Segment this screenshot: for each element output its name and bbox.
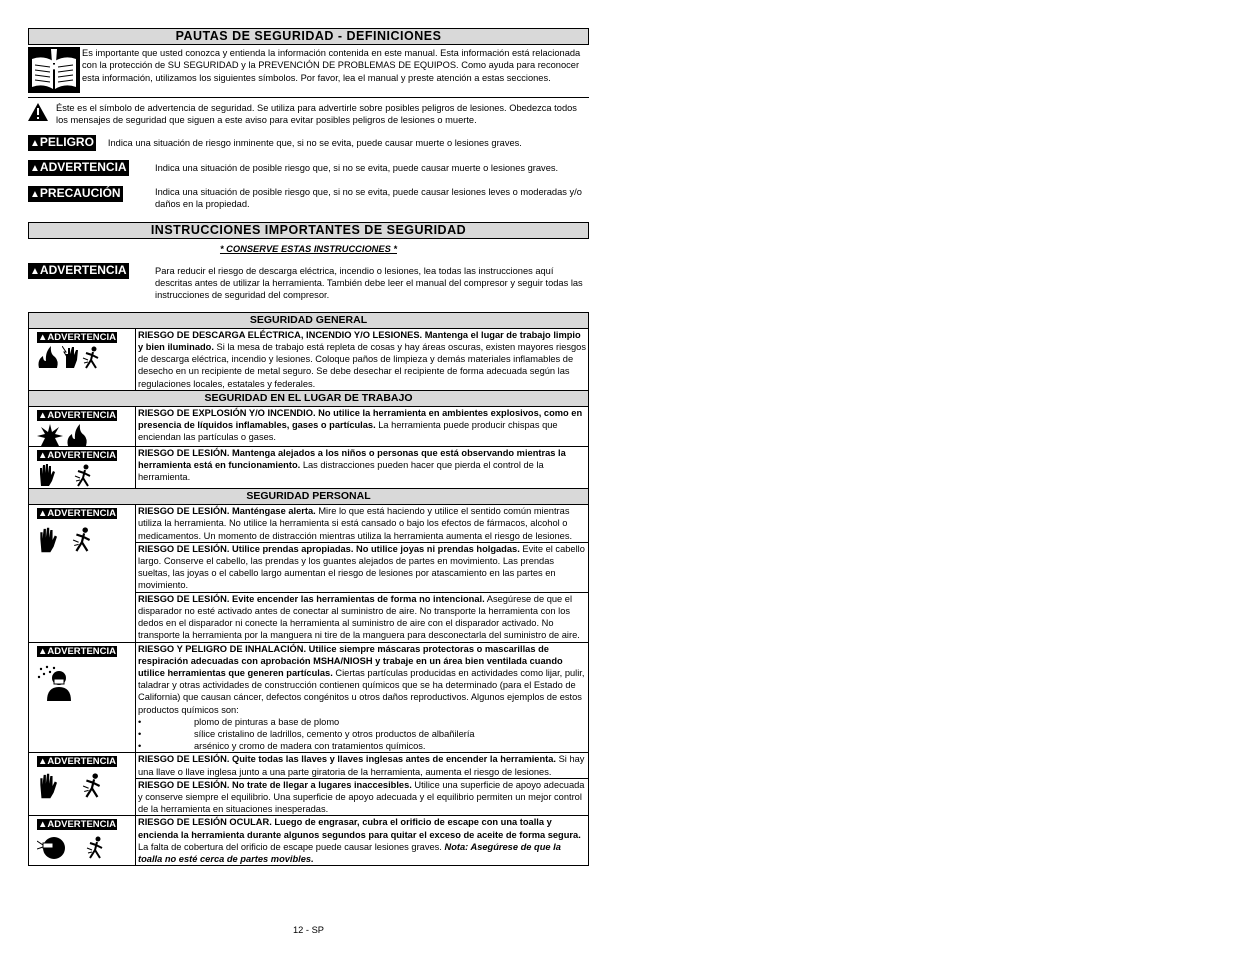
advertencia-tag: ▲ADVERTENCIA xyxy=(38,645,117,657)
precaucion-text: Indica una situación de posible riesgo que, si no se evita, puede causar lesiones leves o moderadas y/o daños en la propiedad. xyxy=(155,186,582,210)
explosion-icon xyxy=(37,424,63,446)
table-row xyxy=(29,328,589,390)
alert-risk-text: RIESGO DE LESIÓN. Manténgase alerta. Mire lo que está haciendo y utilice el sentido común mientras utiliza la herramienta. No utilice la herramienta si está cansado o bajo los efectos de fármacos, alcohol o medicamentos. Un momento de distracción mientras utiliza la herramienta aumenta el riesgo de lesiones. xyxy=(136,505,589,543)
injury-person-icon xyxy=(82,346,102,370)
conserve-note: * CONSERVE ESTAS INSTRUCCIONES * xyxy=(219,243,397,254)
wrench-risk-text: RIESGO DE LESIÓN. Quite todas las llaves y llaves inglesas antes de encender la herramienta. Si hay una llave o llave inglesa junto a una parte giratoria de la herramienta, aumenta el riesgo de lesiones. xyxy=(136,753,589,778)
list-item: • sílice cristalino de ladrillos, cemento y otros productos de albañilería xyxy=(138,728,475,739)
peligro-label: ▲PELIGRO xyxy=(30,134,94,149)
general-safety-text: RIESGO DE DESCARGA ELÉCTRICA, INCENDIO Y/O LESIONES. Mantenga el lugar de trabajo limpio y bien iluminado. Si la mesa de trabajo está repleta de cosas y hay áreas oscuras, existen mayores riesgos de descarga eléctrica, incendio y lesiones. Coloque paños de limpieza y demás materiales inflamables de desecho en un recipiente de metal seguro. Se debe desechar el recipiente de forma adecuada según las regulaciones locales, estatales y federales. xyxy=(136,328,589,390)
table-row xyxy=(29,447,589,489)
injury-person-icon xyxy=(82,772,104,800)
advertencia-tag: ▲ADVERTENCIA xyxy=(38,331,117,343)
manual-page xyxy=(28,28,589,866)
hand-stop-icon xyxy=(37,525,57,555)
warning-label: ▲ADVERTENCIA xyxy=(30,262,127,277)
advertencia-tag: ▲ADVERTENCIA xyxy=(38,450,117,462)
injury-person-icon xyxy=(72,525,94,555)
table-row xyxy=(29,753,589,778)
eye-risk-text: RIESGO DE LESIÓN OCULAR. Luego de engrasar, cubra el orificio de escape con una toalla y encienda la herramienta durante algunos segundos para quitar el exceso de aceite de forma segura. La falta de cobertura del orificio de escape puede causar lesiones graves. Nota: Asegúrese de que la toalla no esté cerca de partes movibles. xyxy=(136,816,589,866)
advertencia-tag: ▲ADVERTENCIA xyxy=(38,409,117,421)
definition-precaucion xyxy=(28,184,589,211)
list-item: • arsénico y cromo de madera con tratamientos químicos. xyxy=(138,741,426,752)
intro-text: Es importante que usted conozca y entienda la información contenida en este manual. Esta información está relacionada con la protección de SU SEGURIDAD y la PREVENCIÓN DE PROBLEMAS DE EQUIPOS. Como ayuda para reconocer esta información, utilizamos los siguientes símbolos. Por favor, lea el manual y preste atención a estas secciones. xyxy=(82,48,581,83)
book-manual-icon xyxy=(28,47,80,93)
safety-table xyxy=(28,312,589,866)
advertencia-tag: ▲ADVERTENCIA xyxy=(38,756,117,768)
injury-person-icon xyxy=(74,464,94,488)
advertencia-text: Indica una situación de posible riesgo que, si no se evita, puede causar muerte o lesiones graves. xyxy=(155,162,559,173)
table-header-personal: SEGURIDAD PERSONAL xyxy=(29,489,589,505)
inhalation-risk-text: RIESGO Y PELIGRO DE INHALACIÓN. Utilice siempre máscaras protectoras o mascarillas de respiración adecuadas con aprobación MSHA/NIOSH y trabaje en un área bien ventilada cuando utilice herramientas que generen partículas. Ciertas partículas producidas en actividades como lijar, pulir, taladrar y otras actividades de construcción contienen químicos que se ha determinado (para el Estado de California) que causan cáncer, defectos congénitos u otros daños reproductivos. Algunos ejemplos de estos productos químicos son: • plomo de pinturas a base de plomo • sílice cristalino de ladrillos, cemento y otros productos de albañilería • arsénico y cromo de madera con tratamientos químicos. xyxy=(136,642,589,753)
precaucion-label: ▲PRECAUCIÓN xyxy=(30,185,121,200)
general-warning xyxy=(28,261,589,302)
eye-injury-icon xyxy=(37,835,67,861)
overreach-risk-text: RIESGO DE LESIÓN. No trate de llegar a lugares inaccesibles. Utilice una superficie de apoyo adecuada y conserve siempre el equilibrio. Una superficie de apoyo adecuada y el equilibrio permiten un mejor control de la herramienta en situaciones inesperadas. xyxy=(136,778,589,816)
section-header-instructions: INSTRUCCIONES IMPORTANTES DE SEGURIDAD xyxy=(28,222,589,239)
fire-icon xyxy=(66,424,88,446)
explosion-risk-text: RIESGO DE EXPLOSIÓN Y/O INCENDIO. No utilice la herramienta en ambientes explosivos, como en presencia de líquidos inflamables, gases o partículas. La herramienta puede producir chispas que enciendan las partículas o gases. xyxy=(136,406,589,446)
electric-shock-icon xyxy=(62,346,80,368)
warning-text: Para reducir el riesgo de descarga eléctrica, incendio o lesiones, lea todas las instrucciones aquí descritas antes de utilizar la herramienta. También debe leer el manual del compresor y seguir todas las instrucciones de seguridad del compresor. xyxy=(155,265,583,301)
unintended-start-text: RIESGO DE LESIÓN. Evite encender las herramientas de forma no intencional. Asegúrese de que el disparador no esté activado antes de conectar al suministro de aire. No transporte la herramienta con los dedos en el disparador ni conecte la herramienta al suministro de aire con el disparador activado. No transporte la herramienta por la manguera ni tire de la manguera para desconectarla del suministro de aire. xyxy=(136,592,589,642)
advertencia-tag: ▲ADVERTENCIA xyxy=(38,508,117,520)
table-header-general: SEGURIDAD GENERAL xyxy=(29,312,589,328)
advertencia-label: ▲ADVERTENCIA xyxy=(30,159,127,174)
advertencia-tag: ▲ADVERTENCIA xyxy=(38,819,117,831)
bystander-risk-text: RIESGO DE LESIÓN. Mantenga alejados a los niños o personas que está observando mientras la herramienta está en funcionamiento. Las distracciones pueden hacer que pierda el control de la herramienta. xyxy=(136,447,589,489)
injury-person-icon xyxy=(86,835,106,861)
clothing-risk-text: RIESGO DE LESIÓN. Utilice prendas apropiadas. No utilice joyas ni prendas holgadas. Evite el cabello largo. Conserve el cabello, las prendas y los guantes alejados de partes en movimiento. Las prendas sueltas, las joyas o el cabello largo aumentan el riesgo de lesiones por atascamiento en las partes en movimiento. xyxy=(136,542,589,592)
table-row xyxy=(29,406,589,446)
table-row xyxy=(29,642,589,753)
definition-peligro xyxy=(28,135,589,151)
table-header-work: SEGURIDAD EN EL LUGAR DE TRABAJO xyxy=(29,390,589,406)
intro-block xyxy=(28,45,589,98)
warning-triangle-icon xyxy=(28,103,48,121)
inhalation-hazard-icon xyxy=(37,665,75,701)
safety-symbol-row xyxy=(28,102,589,127)
peligro-text: Indica una situación de riesgo inminente que, si no se evita, puede causar muerte o lesiones graves. xyxy=(107,137,522,148)
symbol-text: Éste es el símbolo de advertencia de seguridad. Se utiliza para advertirle sobre posibles peligros de lesiones. Obedezca todos los mensajes de seguridad que siguen a este aviso para evitar posibles peligros de lesiones o muerte. xyxy=(56,103,577,126)
definition-advertencia xyxy=(28,158,589,176)
list-item: • plomo de pinturas a base de plomo xyxy=(138,716,340,727)
page-number: 12 - SP xyxy=(292,925,324,935)
section-header-definitions: PAUTAS DE SEGURIDAD - DEFINICIONES xyxy=(28,28,589,45)
table-row xyxy=(29,505,589,543)
fire-icon xyxy=(37,346,59,368)
hand-stop-icon xyxy=(37,772,57,800)
hand-stop-icon xyxy=(37,464,55,486)
table-row xyxy=(29,816,589,866)
